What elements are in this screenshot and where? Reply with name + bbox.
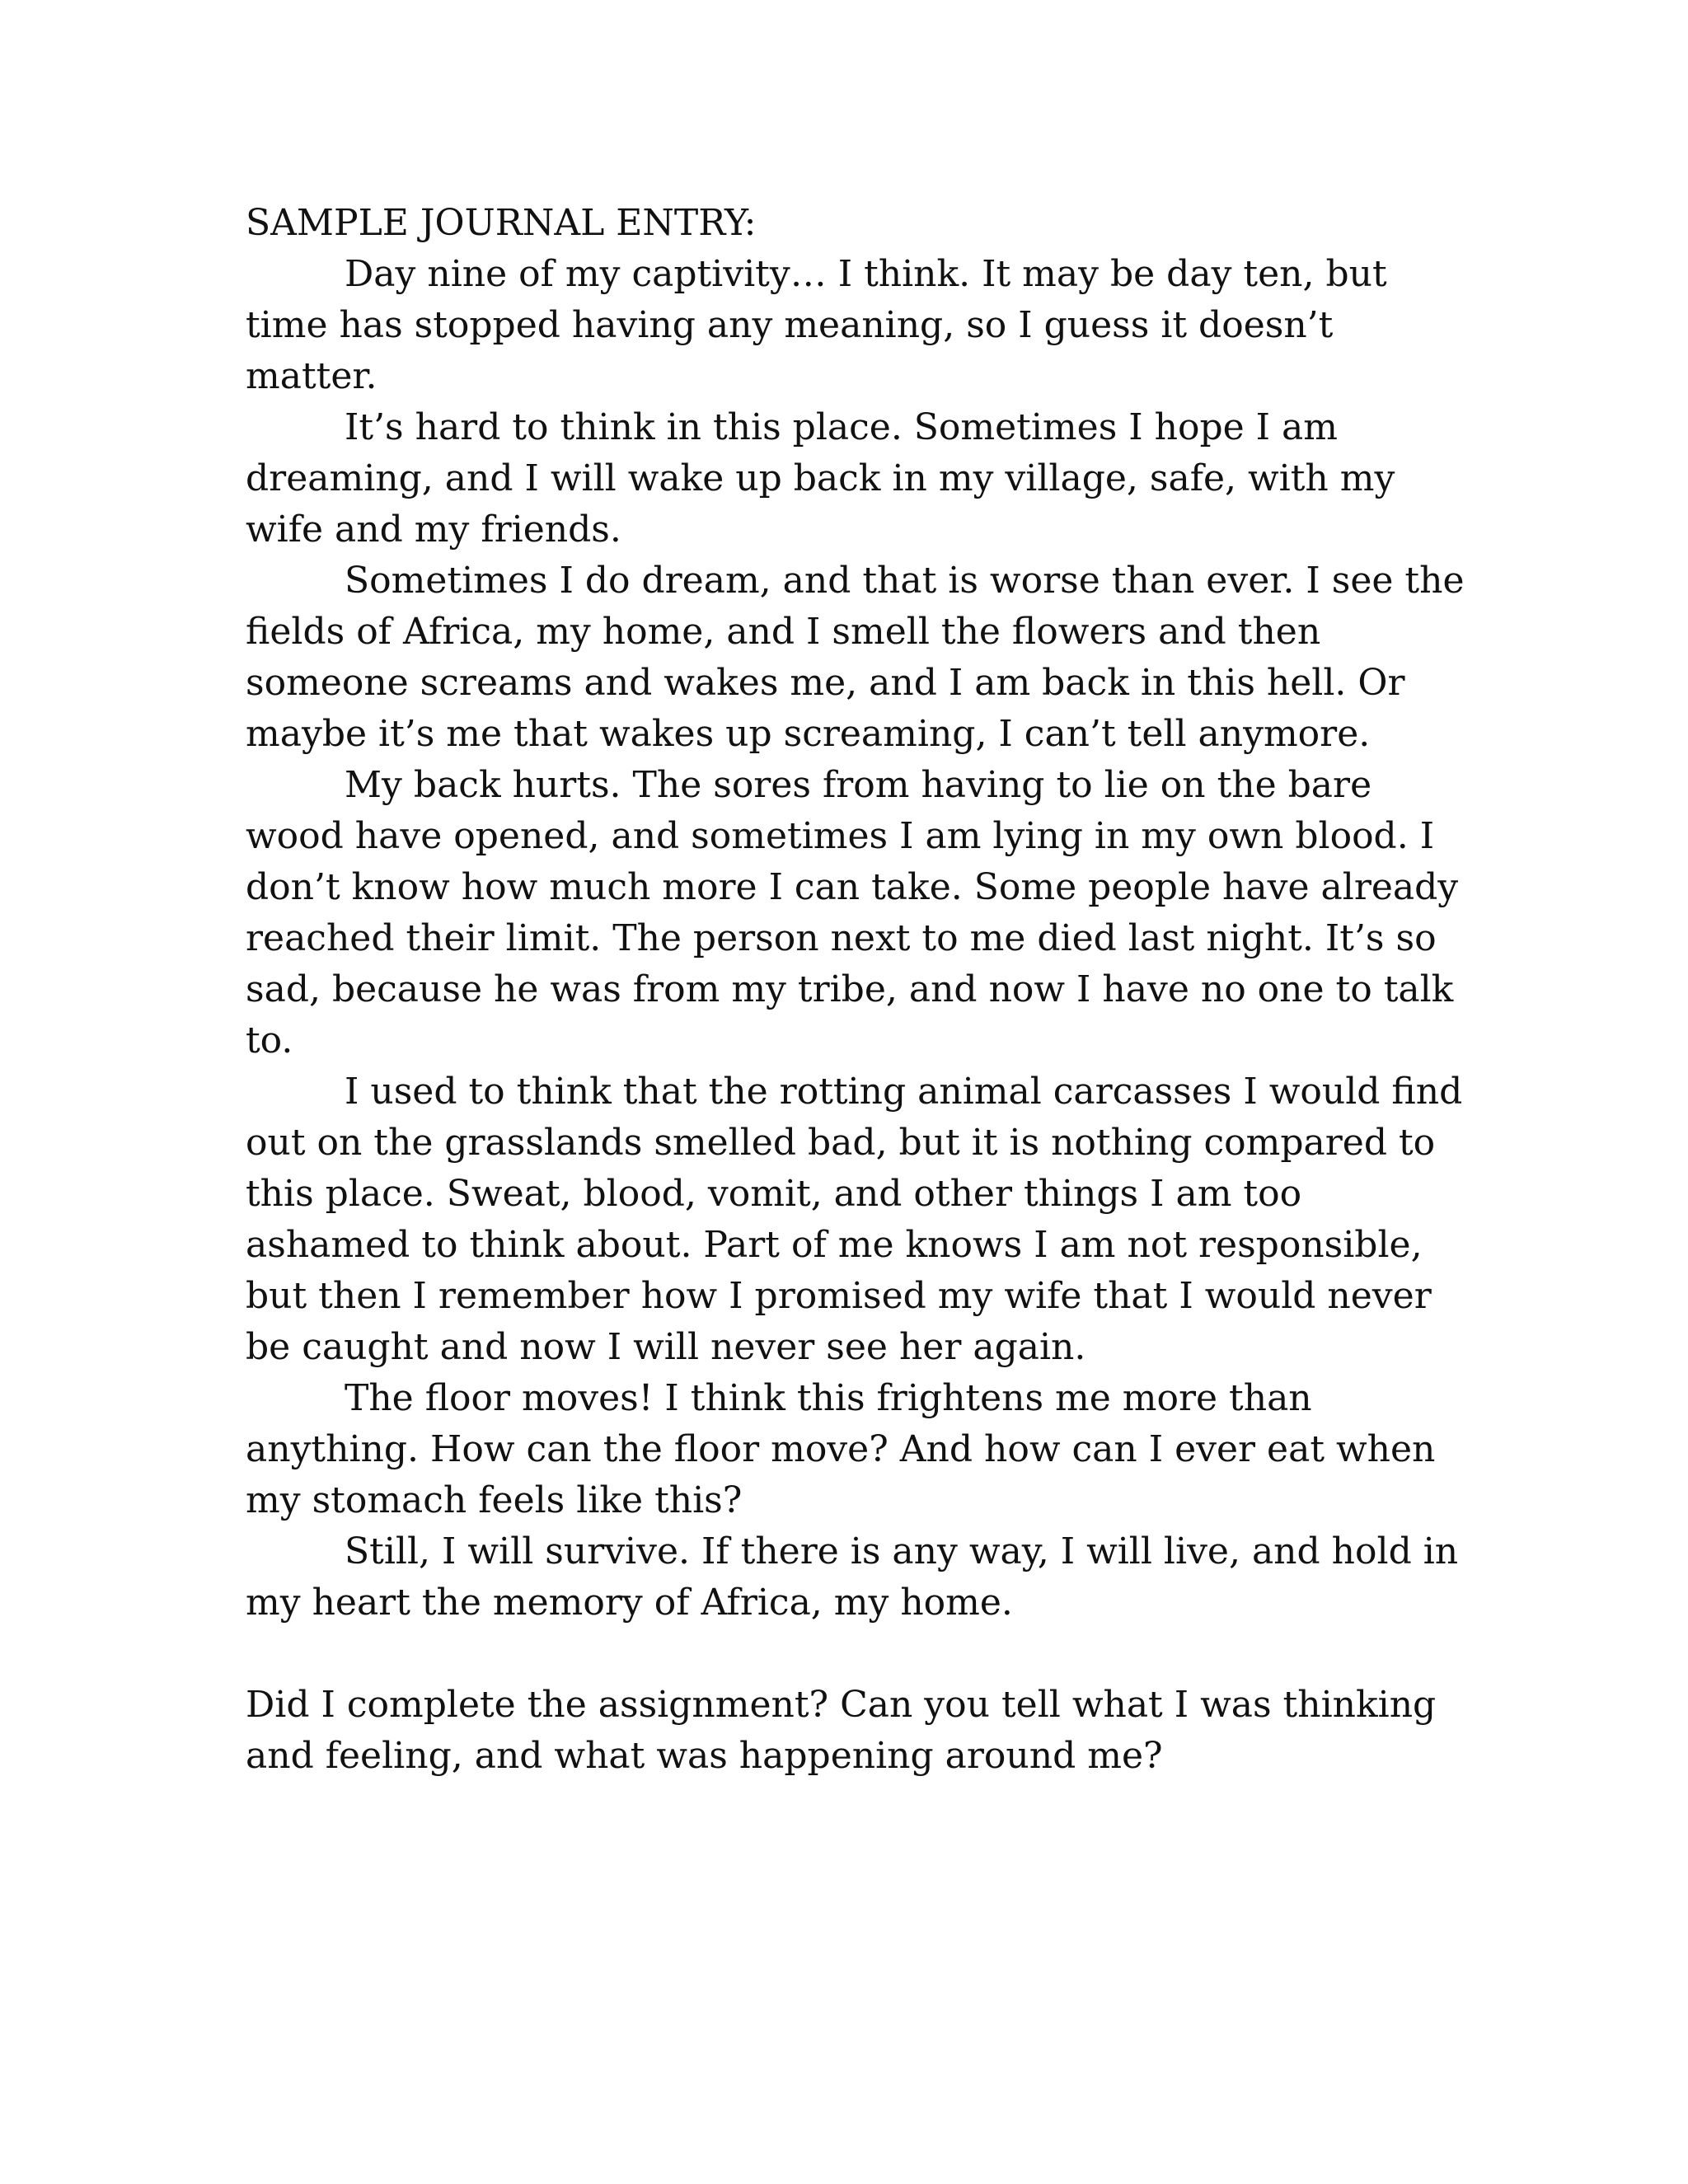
journal-paragraph-2: It’s hard to think in this place. Sometimes I hope I am dreaming, and I will wake up back in my village, safe, with my wife and my friends.: [246, 406, 1395, 551]
journal-paragraph-6: The floor moves! I think this frightens me more than anything. How can the floor move? And how can I ever eat when my stomach feels like this?: [246, 1377, 1436, 1521]
journal-paragraph-4: My back hurts. The sores from having to lie on the bare wood have opened, and sometimes I am lying in my own blood. I don’t know how much more I can take. Some people have already reached their limit. The person next to me died last night. It’s so sad, because he was from my tribe, and now I have no one to talk to.: [246, 764, 1459, 1062]
journal-paragraph-7: Still, I will survive. If there is any way, I will live, and hold in my heart the memory of Africa, my home.: [246, 1530, 1459, 1624]
journal-paragraph-5: I used to think that the rotting animal carcasses I would find out on the grasslands smelled bad, but it is nothing compared to this place. Sweat, blood, vomit, and other things I am too ashamed to think about. Part of me knows I am not responsible, but then I remember how I promised my wife that I would never be caught and now I will never see her again.: [246, 1071, 1463, 1368]
journal-paragraph-1: Day nine of my captivity… I think. It may be day ten, but time has stopped having any meaning, so I guess it doesn’t matter.: [246, 253, 1387, 397]
closing-question: Did I complete the assignment? Can you tell what I was thinking and feeling, and what was happening around me?: [246, 1684, 1437, 1777]
journal-paragraph-3: Sometimes I do dream, and that is worse than ever. I see the fields of Africa, my home, and I smell the flowers and then someone screams and wakes me, and I am back in this hell. Or maybe it’s me that wakes up screaming, I can’t tell anymore.: [246, 560, 1465, 755]
document-body: [246, 198, 1465, 1782]
journal-heading: SAMPLE JOURNAL ENTRY:: [246, 202, 757, 244]
